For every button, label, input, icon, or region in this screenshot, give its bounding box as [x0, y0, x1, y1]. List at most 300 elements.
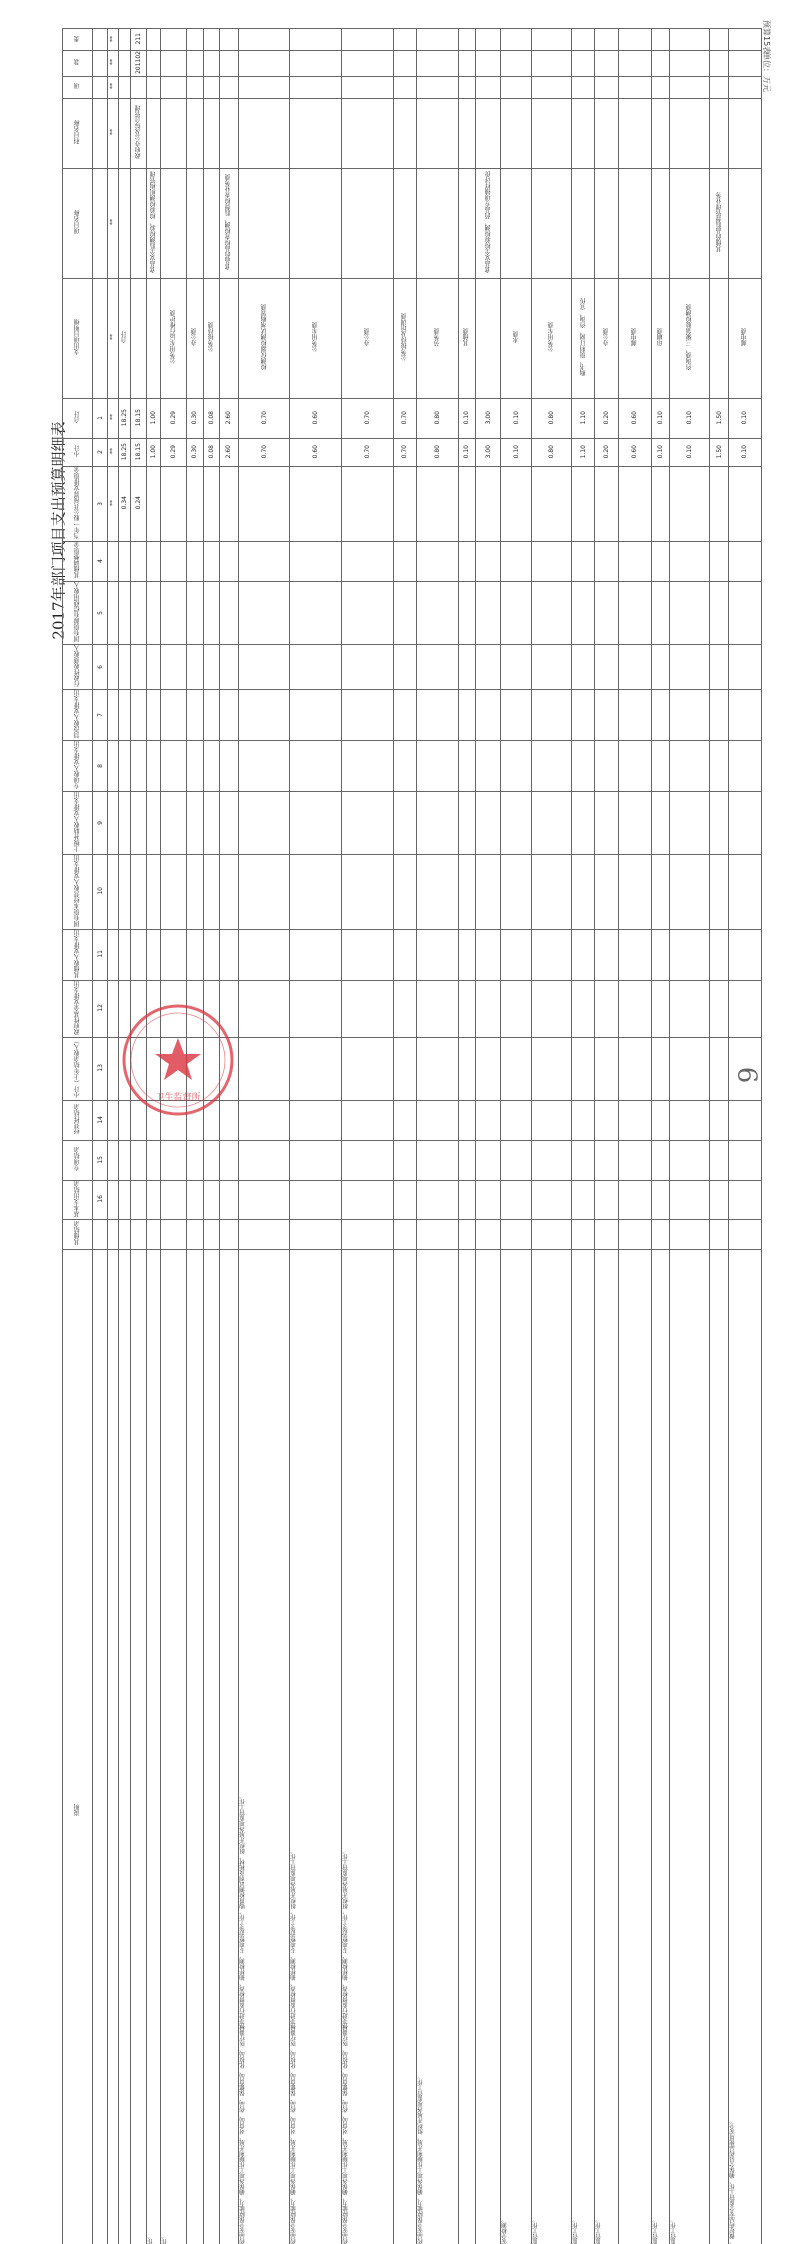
- column-index: 1: [93, 398, 107, 438]
- table-cell: [417, 98, 459, 168]
- table-cell: [119, 791, 131, 854]
- table-cell: [119, 541, 131, 581]
- column-header: 当年一般公共预算安排资金: [63, 466, 93, 541]
- table-cell: 0.34: [119, 466, 131, 541]
- column-index: 11: [93, 929, 107, 980]
- table-cell: [459, 740, 475, 791]
- table-cell: [571, 1249, 594, 2244]
- table-cell: [238, 1180, 290, 1219]
- table-cell: [651, 76, 670, 98]
- table-cell: [651, 1219, 670, 1249]
- table-cell: [203, 791, 219, 854]
- table-cell: [501, 980, 531, 1037]
- table-cell: [342, 1140, 394, 1180]
- table-cell: [147, 51, 161, 77]
- table-cell: [571, 29, 594, 51]
- table-cell: [220, 1219, 239, 1249]
- table-cell: [187, 1249, 203, 2244]
- table-cell: [595, 1249, 618, 2244]
- table-cell: [475, 76, 501, 98]
- table-cell: [220, 1140, 239, 1180]
- table-cell: [459, 51, 475, 77]
- table-cell: 办公费: [595, 278, 618, 398]
- table-cell: 0.60: [618, 398, 651, 438]
- table-cell: [531, 541, 571, 581]
- table-cell: [161, 740, 187, 791]
- table-cell: 其他药品监督管理业务: [710, 168, 729, 278]
- table-cell: [459, 689, 475, 740]
- table-cell: [670, 1100, 710, 1140]
- table-cell: [187, 168, 203, 278]
- table-cell: [571, 581, 594, 644]
- table-cell: 0.10: [501, 398, 531, 438]
- table-cell: [187, 76, 203, 98]
- table-cell: [238, 644, 290, 689]
- table-cell: 水费: [501, 278, 531, 398]
- table-cell: [475, 791, 501, 854]
- table-cell: [147, 541, 161, 581]
- table-cell: [651, 854, 670, 929]
- table-cell: 0.20: [595, 438, 618, 466]
- table-cell: 3.00: [475, 438, 501, 466]
- table-cell: [618, 98, 651, 168]
- table-cell: [728, 1219, 761, 1249]
- table-cell: [290, 98, 342, 168]
- table-cell: [618, 541, 651, 581]
- table-cell: 合计: [119, 278, 131, 398]
- table-cell: [670, 98, 710, 168]
- table-cell: [119, 51, 131, 77]
- table-cell: [501, 76, 531, 98]
- table-cell: [203, 689, 219, 740]
- table-cell: [107, 1180, 119, 1219]
- column-header: 经营性结余: [63, 1100, 93, 1140]
- table-cell: [119, 644, 131, 689]
- table-cell: 公务接待费: [203, 278, 219, 398]
- table-cell: [710, 854, 729, 929]
- column-header: 其他调整资金: [63, 541, 93, 581]
- table-cell: [290, 581, 342, 644]
- table-cell: 2.60: [220, 398, 239, 438]
- table-cell: [342, 854, 394, 929]
- table-cell: [618, 689, 651, 740]
- table-cell: [238, 929, 290, 980]
- table-cell: [161, 1140, 187, 1180]
- table-cell: [220, 51, 239, 77]
- column-header: 合计: [63, 398, 93, 438]
- table-cell: [670, 929, 710, 980]
- table-cell: [220, 854, 239, 929]
- table-cell: [475, 854, 501, 929]
- table-cell: 18.15: [130, 438, 146, 466]
- table-cell: [393, 644, 416, 689]
- table-cell: [531, 1180, 571, 1219]
- table-cell: [501, 644, 531, 689]
- table-cell: [459, 980, 475, 1037]
- table-cell: [670, 581, 710, 644]
- table-cell: [728, 1100, 761, 1140]
- table-cell: [501, 1180, 531, 1219]
- column-header: 行政性收费收入: [63, 644, 93, 689]
- table-cell: [220, 278, 239, 398]
- table-cell: 检测仪器检测试剂购置费: [238, 278, 290, 398]
- table-cell: [119, 76, 131, 98]
- table-cell: [728, 98, 761, 168]
- table-cell: [417, 644, 459, 689]
- table-cell: [710, 466, 729, 541]
- field-row-item: [63, 278, 762, 398]
- table-cell: [238, 1249, 290, 2244]
- table-cell: [393, 1100, 416, 1140]
- table-cell: [417, 854, 459, 929]
- table-cell: [187, 791, 203, 854]
- table-cell: [571, 1219, 594, 1249]
- column-header: 基本支出结余: [63, 1180, 93, 1219]
- column-header: 支出项目明细: [63, 278, 93, 398]
- table-cell: [393, 541, 416, 581]
- table-cell: [595, 1140, 618, 1180]
- table-cell: [130, 1180, 146, 1219]
- table-cell: [119, 929, 131, 980]
- table-cell: [595, 1100, 618, 1140]
- budget-grid: [62, 28, 762, 2244]
- table-cell: 0.70: [238, 438, 290, 466]
- table-cell: [459, 541, 475, 581]
- column-header: 罚没收入安排支出: [63, 689, 93, 740]
- table-cell: [161, 1249, 187, 2244]
- table-cell: [710, 29, 729, 51]
- table-cell: [342, 466, 394, 541]
- column-index: [93, 1219, 107, 1249]
- table-cell: [238, 980, 290, 1037]
- table-cell: [393, 76, 416, 98]
- table-cell: [238, 51, 290, 77]
- table-cell: 18.15: [130, 398, 146, 438]
- table-cell: [130, 689, 146, 740]
- unit-label: 单位：万元: [761, 52, 772, 92]
- table-cell: [130, 1140, 146, 1180]
- table-cell: [130, 854, 146, 929]
- table-cell: [417, 168, 459, 278]
- table-cell: 1.10: [571, 438, 594, 466]
- table-cell: [393, 168, 416, 278]
- table-cell: [670, 76, 710, 98]
- table-cell: [728, 581, 761, 644]
- budget-table: [62, 28, 762, 1100]
- table-cell: [119, 1219, 131, 1249]
- table-cell: [475, 51, 501, 77]
- table-cell: [130, 740, 146, 791]
- column-header: 类: [63, 29, 93, 51]
- table-cell: [531, 1100, 571, 1140]
- table-cell: [651, 1249, 670, 2244]
- table-cell: [187, 98, 203, 168]
- table-cell: [571, 51, 594, 77]
- field-row-d: [63, 644, 762, 689]
- table-cell: [531, 29, 571, 51]
- table-cell: [161, 581, 187, 644]
- table-cell: [670, 689, 710, 740]
- table-cell: [107, 791, 119, 854]
- field-row-project: [63, 168, 762, 278]
- table-cell: [571, 541, 594, 581]
- table-cell: [107, 1219, 119, 1249]
- table-cell: [710, 541, 729, 581]
- table-cell: [571, 689, 594, 740]
- table-cell: [203, 51, 219, 77]
- table-cell: [728, 51, 761, 77]
- table-cell: [501, 854, 531, 929]
- table-cell: [475, 466, 501, 541]
- table-cell: [393, 791, 416, 854]
- table-cell: [475, 98, 501, 168]
- table-cell: [187, 854, 203, 929]
- table-cell: [238, 76, 290, 98]
- table-cell: [459, 644, 475, 689]
- table-cell: [393, 466, 416, 541]
- table-cell: 公务用车费: [531, 278, 571, 398]
- table-cell: 劳务费: [417, 278, 459, 398]
- field-row-m: [63, 1140, 762, 1180]
- table-cell: **: [107, 438, 119, 466]
- table-cell: [187, 1219, 203, 1249]
- table-cell: [501, 1100, 531, 1140]
- column-index: [93, 29, 107, 51]
- table-cell: [728, 168, 761, 278]
- table-cell: 1.50: [710, 438, 729, 466]
- table-cell: [107, 1249, 119, 2244]
- table-cell: 0.10: [459, 438, 475, 466]
- field-row-subject: [63, 98, 762, 168]
- table-cell: [147, 1180, 161, 1219]
- table-cell: [710, 1140, 729, 1180]
- table-cell: [651, 644, 670, 689]
- table-cell: [651, 581, 670, 644]
- table-cell: [571, 1140, 594, 1180]
- column-index: [93, 76, 107, 98]
- table-cell: 0.20: [595, 398, 618, 438]
- table-cell: [710, 689, 729, 740]
- column-header: 上级补助收入安排支出: [63, 791, 93, 854]
- column-index: 14: [93, 1100, 107, 1140]
- table-cell: [728, 854, 761, 929]
- table-cell: [531, 168, 571, 278]
- table-cell: [595, 29, 618, 51]
- table-cell: [710, 791, 729, 854]
- table-cell: [618, 854, 651, 929]
- table-cell: 0.10: [728, 438, 761, 466]
- table-cell: [459, 1037, 475, 1100]
- table-cell: [290, 541, 342, 581]
- field-row-note: [63, 1249, 762, 2244]
- table-cell: 0.24: [130, 466, 146, 541]
- table-cell: [238, 689, 290, 740]
- table-cell: [203, 581, 219, 644]
- column-index: 15: [93, 1140, 107, 1180]
- table-cell: 食品安全监测检验、检验检测机构管理: [147, 168, 161, 278]
- table-cell: **: [107, 278, 119, 398]
- table-cell: [187, 29, 203, 51]
- table-cell: [531, 980, 571, 1037]
- table-cell: [501, 541, 531, 581]
- table-cell: 0.10: [651, 398, 670, 438]
- table-cell: **: [107, 76, 119, 98]
- table-cell: 邮电费: [618, 278, 651, 398]
- table-cell: 0.80: [417, 438, 459, 466]
- table-cell: 0.60: [290, 398, 342, 438]
- table-cell: 0.30: [187, 398, 203, 438]
- table-cell: [501, 581, 531, 644]
- table-cell: [475, 1249, 501, 2244]
- field-row-o: [63, 1219, 762, 1249]
- field-row-f: [63, 740, 762, 791]
- table-cell: [651, 1100, 670, 1140]
- table-cell: [417, 740, 459, 791]
- field-row-n: [63, 1180, 762, 1219]
- field-row-g: [63, 791, 762, 854]
- column-header: 科目名称: [63, 98, 93, 168]
- table-cell: [203, 466, 219, 541]
- table-cell: [710, 929, 729, 980]
- table-cell: [393, 98, 416, 168]
- table-cell: [670, 791, 710, 854]
- table-cell: [459, 1100, 475, 1140]
- table-cell: [417, 541, 459, 581]
- table-cell: [531, 929, 571, 980]
- table-cell: [531, 1037, 571, 1100]
- table-cell: [417, 929, 459, 980]
- column-index: 5: [93, 581, 107, 644]
- table-cell: [531, 76, 571, 98]
- table-cell: [238, 168, 290, 278]
- table-cell: 1.00: [147, 438, 161, 466]
- svg-text:卫生监督所: 卫生监督所: [155, 1091, 200, 1103]
- table-cell: [651, 980, 670, 1037]
- table-cell: [459, 466, 475, 541]
- table-cell: [651, 51, 670, 77]
- table-cell: [475, 1180, 501, 1219]
- table-cell: [618, 980, 651, 1037]
- column-header: 其他收入安排支出: [63, 929, 93, 980]
- table-cell: [651, 791, 670, 854]
- table-cell: [618, 581, 651, 644]
- table-cell: [290, 1180, 342, 1219]
- table-cell: [728, 1140, 761, 1180]
- table-cell: 0.70: [238, 398, 290, 438]
- table-cell: [571, 1037, 594, 1100]
- table-cell: **: [107, 466, 119, 541]
- table-cell: [119, 689, 131, 740]
- table-cell: [187, 1140, 203, 1180]
- table-cell: [501, 29, 531, 51]
- table-cell: [618, 76, 651, 98]
- table-cell: [119, 854, 131, 929]
- table-cell: [161, 98, 187, 168]
- table-cell: [203, 76, 219, 98]
- table-cell: [130, 76, 146, 98]
- table-cell: [220, 29, 239, 51]
- table-cell: 0.70: [342, 438, 394, 466]
- column-index: [93, 168, 107, 278]
- table-cell: [417, 29, 459, 51]
- table-cell: [342, 541, 394, 581]
- table-cell: [459, 581, 475, 644]
- table-cell: [220, 1180, 239, 1219]
- table-cell: [571, 740, 594, 791]
- page-label: 预算15表: [761, 20, 772, 54]
- column-index: 13: [93, 1037, 107, 1100]
- table-cell: [393, 1219, 416, 1249]
- table-cell: [459, 791, 475, 854]
- table-cell: 公务接待及培训费: [393, 278, 416, 398]
- table-cell: 0.10: [728, 398, 761, 438]
- table-cell: [618, 644, 651, 689]
- table-cell: [161, 541, 187, 581]
- table-cell: [501, 740, 531, 791]
- table-cell: [710, 1037, 729, 1100]
- field-row-total: [63, 398, 762, 438]
- table-cell: [571, 98, 594, 168]
- table-cell: [220, 581, 239, 644]
- table-cell: [417, 76, 459, 98]
- table-cell: 公务用车运行维护费: [161, 278, 187, 398]
- table-cell: [728, 541, 761, 581]
- table-cell: [290, 791, 342, 854]
- table-cell: [459, 29, 475, 51]
- table-cell: [531, 644, 571, 689]
- table-cell: [501, 466, 531, 541]
- table-cell: [618, 1037, 651, 1100]
- table-cell: [459, 929, 475, 980]
- table-cell: 0.29: [161, 438, 187, 466]
- table-cell: [342, 791, 394, 854]
- table-cell: [670, 29, 710, 51]
- field-row-e: [63, 689, 762, 740]
- column-index: [93, 98, 107, 168]
- table-cell: [651, 98, 670, 168]
- table-cell: [501, 1140, 531, 1180]
- table-cell: 18.25: [119, 398, 131, 438]
- table-cell: [710, 98, 729, 168]
- table-cell: [651, 929, 670, 980]
- table-cell: [203, 1219, 219, 1249]
- table-cell: 1.00: [147, 398, 161, 438]
- column-header: 项目名称: [63, 168, 93, 278]
- field-row-lei: [63, 29, 762, 51]
- table-cell: [342, 1037, 394, 1100]
- table-cell: [670, 1219, 710, 1249]
- column-header: 国有资本经营收入安排支出: [63, 854, 93, 929]
- table-cell: [651, 541, 670, 581]
- table-cell: 印刷费: [651, 278, 670, 398]
- table-cell: [342, 689, 394, 740]
- table-cell: 办公费: [342, 278, 394, 398]
- table-cell: [290, 466, 342, 541]
- table-cell: [203, 98, 219, 168]
- table-cell: [710, 278, 729, 398]
- table-cell: [119, 1180, 131, 1219]
- table-cell: [531, 1140, 571, 1180]
- table-cell: 0.60: [618, 438, 651, 466]
- table-cell: [342, 740, 394, 791]
- table-cell: [119, 740, 131, 791]
- table-cell: [161, 854, 187, 929]
- table-cell: 其他费: [459, 278, 475, 398]
- table-cell: [475, 29, 501, 51]
- table-cell: [238, 740, 290, 791]
- table-cell: [161, 1180, 187, 1219]
- column-header: [63, 1249, 93, 2244]
